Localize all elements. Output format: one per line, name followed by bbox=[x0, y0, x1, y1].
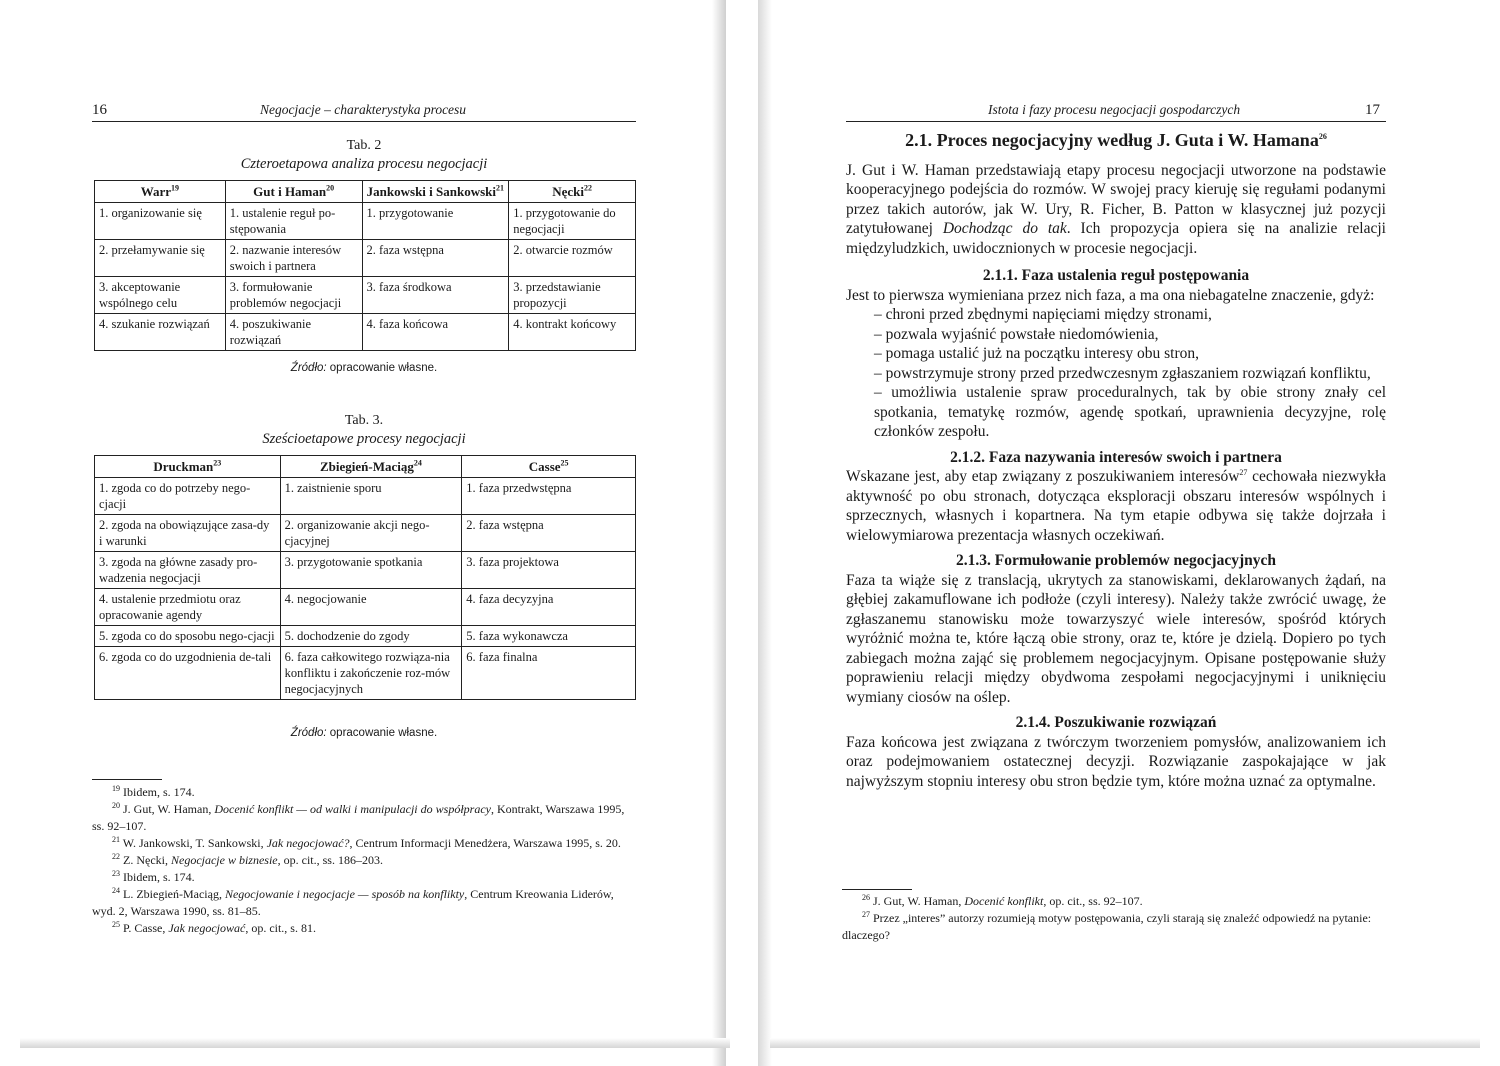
footnote: $^{24}$ L. Zbiegień-Maciąg, Negocjowanie i negocjacje — sposób na konflikty, Centrum Kreowania Liderów, wyd. 2, Warszawa 1990, ss. 81–85. bbox=[92, 886, 614, 918]
table-cell: 5. zgoda co do sposobu nego-cjacji bbox=[95, 626, 281, 647]
footnotes bbox=[842, 893, 1386, 944]
table-row bbox=[95, 203, 636, 240]
running-head: Istota i fazy procesu negocjacji gospodarczych bbox=[988, 102, 1241, 117]
footnote: $^{19}$ Ibidem, s. 174. bbox=[112, 784, 195, 799]
footnote: $^{27}$ Przez „interes” autorzy rozumieją motyw postępowania, czyli starają się znaleźć odpowiedź na pytanie: dlaczego? bbox=[842, 910, 1372, 942]
table-row bbox=[95, 647, 636, 700]
table-3-source bbox=[92, 727, 636, 739]
table-cell: 6. zgoda co do uzgodnienia de-tali bbox=[95, 647, 281, 700]
page-header bbox=[92, 101, 636, 122]
section-heading: 2.1. Proces negocjacyjny według J. Guta i W. Hamana$^{26}$ bbox=[905, 130, 1327, 150]
list-item: – chroni przed zbędnymi napięciami między stronami, bbox=[874, 306, 1212, 323]
table-cell: 5. faza wykonawcza bbox=[462, 626, 636, 647]
column-header: Zbiegień-Maciąg$^{24}$ bbox=[280, 456, 462, 478]
table-cell: 1. zaistnienie sporu bbox=[280, 478, 462, 515]
table-cell: 1. przygotowanie bbox=[362, 203, 509, 240]
source-label: Źródło: bbox=[290, 727, 327, 739]
table-row bbox=[95, 478, 636, 515]
table-2-label: Tab. 2 bbox=[346, 138, 382, 153]
table-cell: 1. przygotowanie do negocjacji bbox=[509, 203, 636, 240]
table-cell: 3. zgoda na główne zasady pro-wadzenia negocjacji bbox=[95, 552, 281, 589]
table-cell: 1. zgoda co do potrzeby nego-cjacji bbox=[95, 478, 281, 515]
table-cell: 2. organizowanie akcji nego-cjacyjnej bbox=[280, 515, 462, 552]
table-cell: 2. nazwanie interesów swoich i partnera bbox=[225, 240, 362, 277]
list-item: – pomaga ustalić już na początku interesy obu stron, bbox=[874, 345, 1199, 362]
table-cell: 2. przełamywanie się bbox=[95, 240, 226, 277]
table-cell: 3. akceptowanie wspólnego celu bbox=[95, 277, 226, 314]
table-cell: 2. faza wstępna bbox=[362, 240, 509, 277]
table-cell: 4. negocjowanie bbox=[280, 589, 462, 626]
source-text: opracowanie własne. bbox=[326, 362, 438, 374]
page-gutter-shadow bbox=[712, 0, 726, 1066]
table-cell: 2. otwarcie rozmów bbox=[509, 240, 636, 277]
list-item: – powstrzymuje strony przed przedwczesnym zgłaszaniem rozwiązań konfliktu, bbox=[874, 364, 1371, 382]
subsection-1-lead: Jest to pierwsza wymieniana przez nich faza, a ma ona niebagatelne znaczenie, gdyż: bbox=[846, 286, 1375, 304]
subsection-3-title: 2.1.3. Formułowanie problemów negocjacyjnych bbox=[955, 552, 1277, 569]
column-header: Warr$^{19}$ bbox=[95, 181, 226, 203]
table-row bbox=[95, 277, 636, 314]
page-edge-shadow bbox=[20, 1038, 730, 1048]
page-number: 17 bbox=[1365, 102, 1380, 118]
table-cell: 1. organizowanie się bbox=[95, 203, 226, 240]
source-text: opracowanie własne. bbox=[326, 727, 438, 739]
table-2-title: Czteroetapowa analiza procesu negocjacji bbox=[240, 156, 488, 172]
column-header: Jankowski i Sankowski$^{21}$ bbox=[362, 181, 509, 203]
table-row bbox=[95, 626, 636, 647]
table-cell: 4. ustalenie przedmiotu oraz opracowanie agendy bbox=[95, 589, 281, 626]
page-gutter-shadow bbox=[758, 0, 772, 1066]
page-header bbox=[846, 101, 1386, 122]
table-cell: 4. faza końcowa bbox=[362, 314, 509, 351]
table-2-source bbox=[92, 362, 636, 374]
subsection-3-text: Faza ta wiąże się z translacją, ukrytych za stanowiskami, deklarowanych żądań, na głębiej zakamuflowane ich podłoże (czyli interesy). Należy także zwrócić uwagę, że zgłaszanemu stanowisku może towarzyszyć wiele interesów, spośród których wyróżnić można te, które łączą obie strony, oraz te, które je dzielą. Dopiero po tych zabiegach można zająć się problemem negocjacyjnym. Opisane postępowanie służy poprawieniu relacji między obydwoma zespołami negocjacyjnymi i uniknięciu wymiany ciosów na oślep. bbox=[846, 571, 1386, 706]
table-cell: 6. faza finalna bbox=[462, 647, 636, 700]
table-cell: 3. przygotowanie spotkania bbox=[280, 552, 462, 589]
source-label: Źródło: bbox=[290, 362, 327, 374]
intro-paragraph: J. Gut i W. Haman przedstawiają etapy procesu negocjacji utworzone na podstawie kooperacyjnego podejścia do rozmów. W swojej pracy kieruję się regułami podanymi przez takich autorów, jak W. Ury, R. Ficher, B. Patton w klasycznej już pozycji zatytułowanej Dochodząc do tak. Ich propozycja opiera się na analizie relacji międzyludzkich, uwidocznionych w procesie negocjacji. bbox=[846, 161, 1386, 257]
table-cell: 4. poszukiwanie rozwiązań bbox=[225, 314, 362, 351]
subsection-1-list bbox=[846, 305, 1386, 442]
table-cell: 2. zgoda na obowiązujące zasa-dy i warunki bbox=[95, 515, 281, 552]
table-cell: 1. faza przedwstępna bbox=[462, 478, 636, 515]
table-row bbox=[95, 515, 636, 552]
footnote-rule bbox=[842, 889, 912, 890]
footnote: $^{26}$ J. Gut, W. Haman, Docenić konflikt, op. cit., ss. 92–107. bbox=[862, 893, 1143, 908]
table-cell: 3. faza projektowa bbox=[462, 552, 636, 589]
table-row bbox=[95, 240, 636, 277]
subsection-2-title: 2.1.2. Faza nazywania interesów swoich i partnera bbox=[950, 448, 1282, 466]
page-number: 16 bbox=[92, 102, 107, 118]
table-row bbox=[95, 552, 636, 589]
footnote: $^{21}$ W. Jankowski, T. Sankowski, Jak negocjować?, Centrum Informacji Menedżera, Warszawa 1995, s. 20. bbox=[112, 835, 621, 850]
list-item: – pozwala wyjaśnić powstałe niedomówienia, bbox=[874, 325, 1159, 343]
page-edge-shadow bbox=[770, 1038, 1480, 1048]
footnote: $^{23}$ Ibidem, s. 174. bbox=[112, 869, 195, 884]
table-cell: 5. dochodzenie do zgody bbox=[280, 626, 462, 647]
footnotes bbox=[92, 784, 636, 937]
subsection-2-text: Wskazane jest, aby etap związany z poszukiwaniem interesów$^{27}$ cechowała niezwykła aktywność po obu stronach, dotycząca eksploracji obszaru interesów wspólnych i sprzecznych, własnych i kopartnera. Na tym etapie odbywa się także dojrzała i wielowymiarowa prezentacja własnych oczekiwań. bbox=[846, 467, 1387, 544]
right-page bbox=[750, 0, 1500, 1066]
footnote-rule bbox=[92, 779, 162, 780]
table-cell: 3. formułowanie problemów negocjacji bbox=[225, 277, 362, 314]
footnote: $^{20}$ J. Gut, W. Haman, Docenić konflikt — od walki i manipulacji do współpracy, Kontrakt, Warszawa 1995, ss. 92–107. bbox=[92, 801, 625, 833]
table-2 bbox=[94, 180, 636, 351]
list-item: – umożliwia ustalenie spraw proceduralnych, tak by obie strony znały cel spotkania, tematykę rozmów, agendę spotkań, uprawnienia decyzyjne, rolę członków zespołu. bbox=[874, 384, 1386, 440]
table-row bbox=[95, 314, 636, 351]
table-cell: 4. kontrakt końcowy bbox=[509, 314, 636, 351]
table-cell: 2. faza wstępna bbox=[462, 515, 636, 552]
table-3 bbox=[94, 455, 636, 700]
column-header: Nęcki$^{22}$ bbox=[509, 181, 636, 203]
column-header: Casse$^{25}$ bbox=[462, 456, 636, 478]
table-3-label: Tab. 3. bbox=[344, 413, 384, 428]
footnote: $^{22}$ Z. Nęcki, Negocjacje w biznesie, op. cit., ss. 186–203. bbox=[112, 852, 383, 867]
subsection-4-title: 2.1.4. Poszukiwanie rozwiązań bbox=[1015, 714, 1217, 731]
table-cell: 3. faza środkowa bbox=[362, 277, 509, 314]
main-text bbox=[846, 131, 1386, 791]
table-cell: 6. faza całkowitego rozwiąza-nia konfliktu i zakończenie roz-mów negocjacyjnych bbox=[280, 647, 462, 700]
subsection-1-title: 2.1.1. Faza ustalenia reguł postępowania bbox=[982, 267, 1250, 284]
footnote: $^{25}$ P. Casse, Jak negocjować, op. cit., s. 81. bbox=[112, 920, 316, 935]
column-header: Druckman$^{23}$ bbox=[95, 456, 281, 478]
table-cell: 4. faza decyzyjna bbox=[462, 589, 636, 626]
running-head: Negocjacje – charakterystyka procesu bbox=[260, 102, 467, 117]
table-cell: 3. przedstawianie propozycji bbox=[509, 277, 636, 314]
table-cell: 4. szukanie rozwiązań bbox=[95, 314, 226, 351]
column-header: Gut i Haman$^{20}$ bbox=[225, 181, 362, 203]
table-3-title: Sześcioetapowe procesy negocjacji bbox=[262, 431, 466, 447]
table-cell: 1. ustalenie reguł po-stępowania bbox=[225, 203, 362, 240]
subsection-4-text: Faza końcowa jest związana z twórczym tworzeniem pomysłów, analizowaniem ich oraz podejmowaniem ostatecznej decyzji. Rozwiązanie zaspokajające w jak najwyższym stopniu interesy obu stron będzie tym, które można uznać za optymalne. bbox=[846, 733, 1386, 790]
table-row bbox=[95, 589, 636, 626]
